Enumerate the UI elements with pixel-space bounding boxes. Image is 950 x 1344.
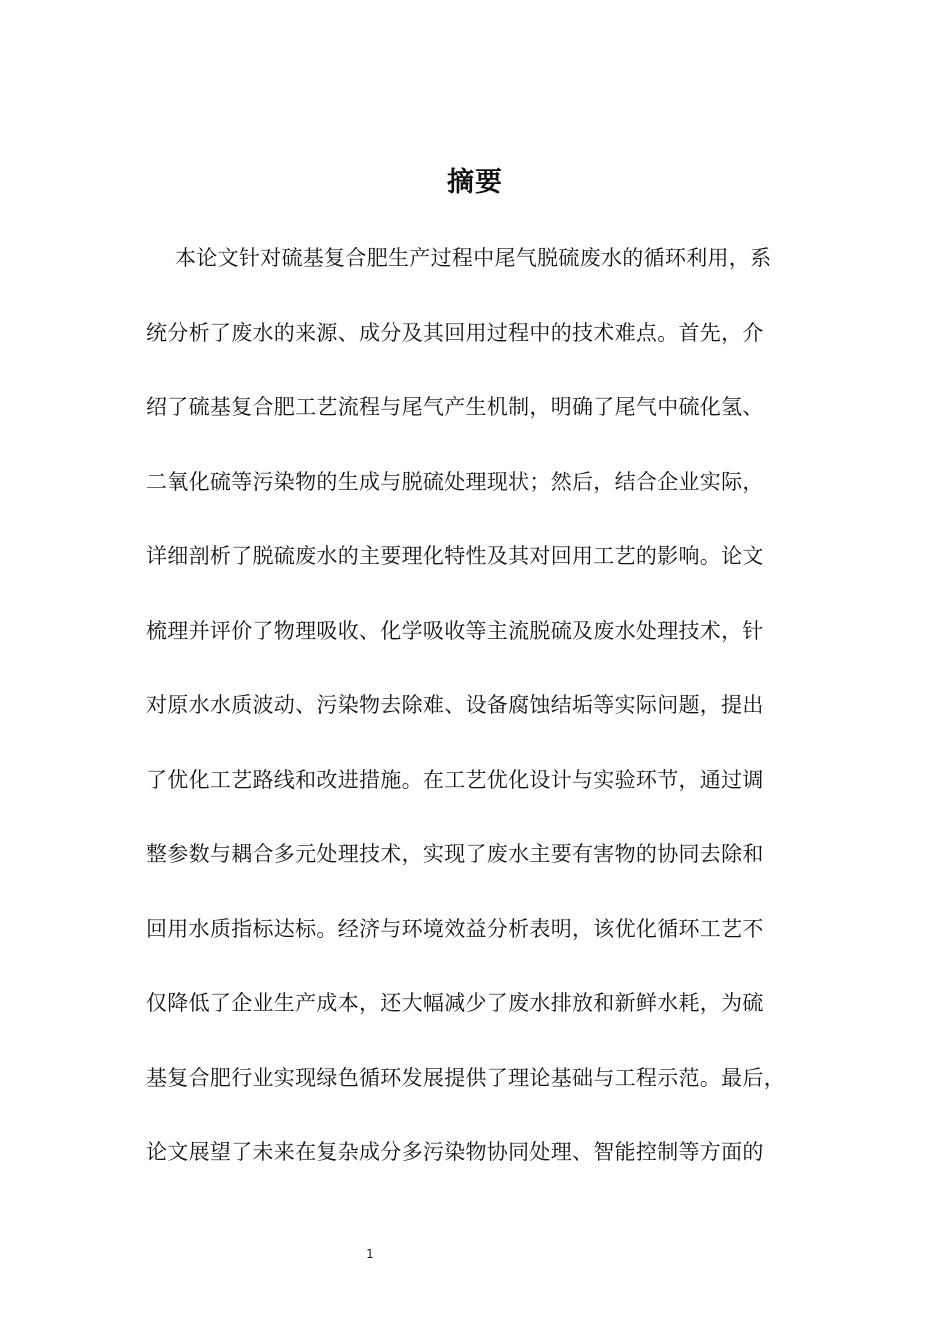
abstract-line: 本论文针对硫基复合肥生产过程中尾气脱硫废水的循环利用，系 — [175, 246, 772, 270]
abstract-line: 详细剖析了脱硫废水的主要理化特性及其对回用工艺的影响。论文 — [146, 544, 764, 568]
abstract-line: 论文展望了未来在复杂成分多污染物协同处理、智能控制等方面的 — [146, 1140, 764, 1164]
abstract-title: 摘要 — [447, 167, 503, 198]
abstract-line: 仅降低了企业生产成本，还大幅减少了废水排放和新鲜水耗，为硫 — [146, 991, 764, 1015]
abstract-line: 回用水质指标达标。经济与环境效益分析表明，该优化循环工艺不 — [146, 916, 764, 941]
abstract-line: 了优化工艺路线和改进措施。在工艺优化设计与实验环节，通过调 — [146, 767, 764, 792]
abstract-line: 二氧化硫等污染物的生成与脱硫处理现状；然后，结合企业实际， — [146, 469, 764, 494]
abstract-body — [146, 240, 826, 1209]
abstract-line: 对原水水质波动、污染物去除难、设备腐蚀结垢等实际问题，提出 — [146, 693, 764, 717]
abstract-line: 梳理并评价了物理吸收、化学吸收等主流脱硫及废水处理技术，针 — [146, 618, 764, 643]
abstract-line: 绍了硫基复合肥工艺流程与尾气产生机制，明确了尾气中硫化氢、 — [146, 395, 764, 419]
page-number: 1 — [366, 1247, 374, 1261]
abstract-line: 整参数与耦合多元处理技术，实现了废水主要有害物的协同去除和 — [146, 842, 764, 866]
abstract-line: 基复合肥行业实现绿色循环发展提供了理论基础与工程示范。最后， — [146, 1065, 785, 1090]
abstract-line: 统分析了废水的来源、成分及其回用过程中的技术难点。首先，介 — [146, 320, 764, 345]
